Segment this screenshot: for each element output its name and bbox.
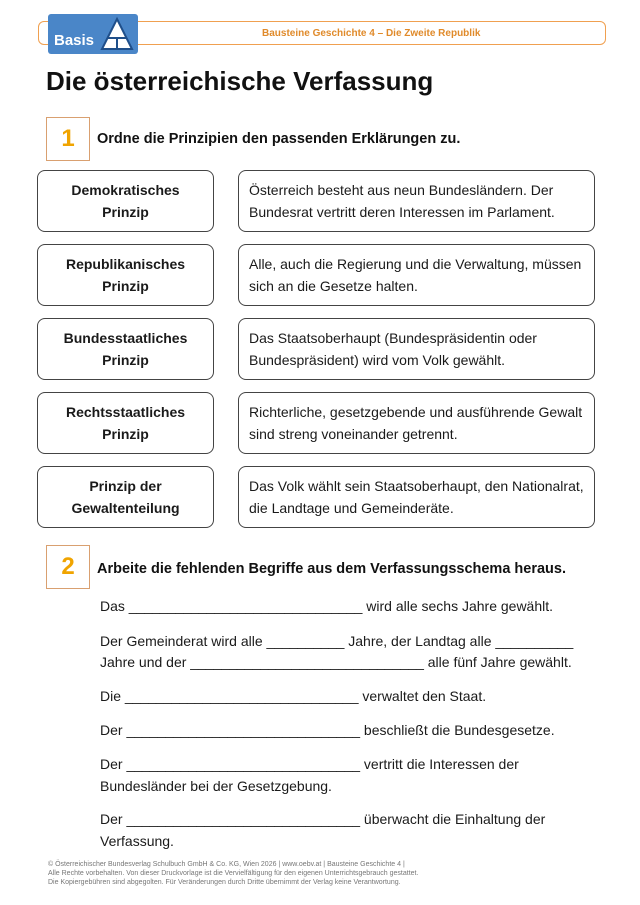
explanation-line: Richterliche, gesetzgebende und ausführende Gewalt bbox=[249, 404, 583, 420]
principle-box[interactable] bbox=[37, 244, 214, 306]
principle-line: Prinzip bbox=[102, 426, 149, 442]
fill-in-line[interactable]: Das ______________________________ wird alle sechs Jahre gewählt. bbox=[100, 598, 554, 614]
explanation-box[interactable] bbox=[238, 392, 595, 454]
fill-in-line-continuation: Verfassung. bbox=[100, 833, 174, 849]
explanation-box[interactable] bbox=[238, 170, 595, 232]
fill-in-line-continuation: Bundesländer bei der Gesetzgebung. bbox=[100, 778, 332, 794]
footer bbox=[48, 860, 608, 887]
fill-in-line[interactable]: Jahre und der ______________________________ alle fünf Jahre gewählt. bbox=[100, 654, 572, 670]
fill-in-line[interactable]: Der ______________________________ beschließt die Bundesgesetze. bbox=[100, 722, 555, 738]
principle-line: Demokratisches bbox=[71, 182, 180, 198]
principle-line: Republikanisches bbox=[65, 256, 186, 272]
fill-in-line[interactable]: Der Gemeinderat wird alle __________ Jahre, der Landtag alle __________ bbox=[100, 633, 574, 649]
explanation-line: Österreich besteht aus neun Bundesländern. Der bbox=[249, 182, 554, 198]
footer-line: Alle Rechte vorbehalten. Von dieser Druckvorlage ist die Vervielfältigung für den eigenen Unterrichtsgebrauch gestattet. bbox=[48, 870, 419, 877]
explanation-line: die Landtage und Gemeinderäte. bbox=[249, 500, 454, 516]
principle-box[interactable] bbox=[37, 392, 214, 454]
footer-line: © Österreichischer Bundesverlag Schulbuch GmbH & Co. KG, Wien 2026 | www.oebv.at | Bausteine Geschichte 4 | bbox=[48, 861, 405, 868]
task1-instruction: Ordne die Prinzipien den passenden Erklärungen zu. bbox=[97, 131, 461, 147]
principle-line: Prinzip der bbox=[89, 478, 162, 494]
fill-in-line[interactable]: Der ______________________________ überwacht die Einhaltung der bbox=[100, 811, 546, 827]
logo-label: Basis bbox=[54, 32, 95, 49]
fill-in-line[interactable]: Der ______________________________ vertritt die Interessen der bbox=[100, 756, 519, 772]
triangle-logo-icon bbox=[100, 16, 134, 52]
principle-line: Prinzip bbox=[102, 278, 149, 294]
principle-line: Gewaltenteilung bbox=[71, 500, 180, 516]
principle-line: Prinzip bbox=[102, 204, 149, 220]
footer-line: Die Kopiergebühren sind abgegolten. Für Veränderungen durch Dritte übernimmt der Verlag keine Verantwortung. bbox=[48, 879, 401, 886]
page-title: Die österreichische Verfassung bbox=[46, 66, 434, 96]
explanation-line: Das Staatsoberhaupt (Bundespräsidentin oder bbox=[249, 330, 537, 346]
principle-box[interactable] bbox=[37, 170, 214, 232]
explanation-line: Bundesrat vertritt deren Interessen im Parlament. bbox=[249, 204, 555, 220]
task-number-1: 1 bbox=[46, 117, 90, 161]
principle-line: Prinzip bbox=[102, 352, 149, 368]
principle-line: Bundesstaatliches bbox=[63, 330, 188, 346]
explanation-line: sind streng voneinander getrennt. bbox=[249, 426, 458, 442]
explanation-line: sich an die Gesetze halten. bbox=[249, 278, 418, 294]
task2-instruction: Arbeite die fehlenden Begriffe aus dem Verfassungsschema heraus. bbox=[97, 561, 566, 577]
task-number-2: 2 bbox=[46, 545, 90, 589]
explanation-line: Bundespräsident) wird vom Volk gewählt. bbox=[249, 352, 506, 368]
fill-in-line[interactable]: Die ______________________________ verwaltet den Staat. bbox=[100, 688, 487, 704]
explanation-line: Alle, auch die Regierung und die Verwaltung, müssen bbox=[249, 256, 582, 272]
explanation-box[interactable] bbox=[238, 244, 595, 306]
explanation-line: Das Volk wählt sein Staatsoberhaupt, den Nationalrat, bbox=[249, 478, 584, 494]
principle-box[interactable] bbox=[37, 466, 214, 528]
explanation-box[interactable] bbox=[238, 466, 595, 528]
principle-box[interactable] bbox=[37, 318, 214, 380]
explanation-box[interactable] bbox=[238, 318, 595, 380]
basis-logo bbox=[48, 14, 138, 54]
principle-line: Rechtsstaatliches bbox=[65, 404, 186, 420]
header-title: Bausteine Geschichte 4 – Die Zweite Republik bbox=[262, 28, 481, 39]
